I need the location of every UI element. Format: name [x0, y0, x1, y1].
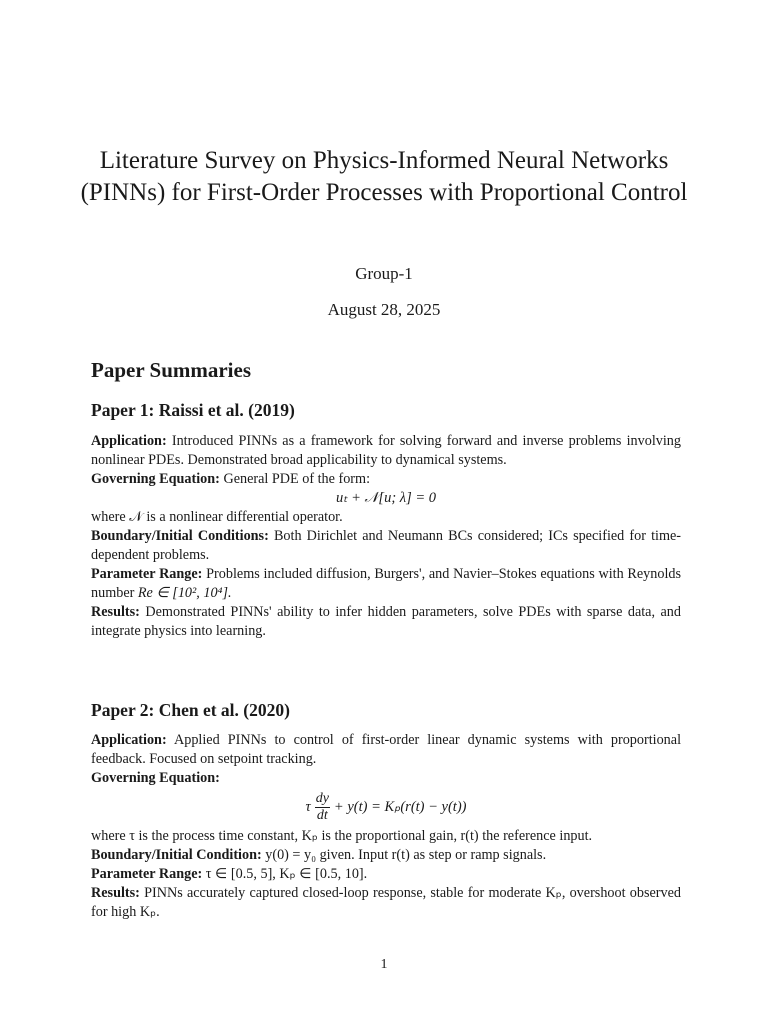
paper-1-application — [91, 432, 681, 470]
results-label: Results: — [91, 885, 140, 901]
document-title: Literature Survey on Physics-Informed Neural Networks (PINNs) for First-Order Processes with Proportional Control — [80, 147, 688, 206]
paper-1-results — [91, 603, 681, 641]
results-label: Results: — [91, 604, 140, 620]
conditions-text: y(0) = y₀ given. Input r(t) as step or ramp signals. — [265, 847, 547, 863]
results-text: Demonstrated PINNs' ability to infer hidden parameters, solve PDEs with sparse data, and integrate physics into learning. — [91, 604, 681, 639]
author: Group-1 — [355, 264, 413, 283]
paper-2-results — [91, 884, 681, 922]
parameter-label: Parameter Range: — [91, 866, 203, 882]
fraction-denominator: dt — [316, 808, 328, 823]
parameter-math: Re ∈ [10², 10⁴]. — [137, 585, 232, 601]
parameter-label: Parameter Range: — [91, 566, 203, 582]
application-label: Application: — [91, 732, 167, 748]
paper-1-parameters — [91, 565, 681, 603]
paper-2-heading: Paper 2: Chen et al. (2020) — [91, 700, 290, 720]
paper-2-conditions — [91, 846, 681, 865]
paper-1-conditions — [91, 527, 681, 565]
governing-label: Governing Equation: — [91, 770, 220, 786]
governing-label: Governing Equation: — [91, 471, 220, 487]
conditions-label: Boundary/Initial Conditions: — [91, 528, 269, 544]
fraction-numerator: dy — [315, 791, 329, 806]
paper-2-body — [91, 731, 681, 922]
paper-1-where: where 𝒩 is a nonlinear differential operator. — [91, 509, 343, 525]
paper-2-where: where τ is the process time constant, Kₚ is the proportional gain, r(t) the reference input. — [91, 828, 593, 844]
document-date: August 28, 2025 — [327, 300, 441, 319]
equation-tau: τ — [305, 799, 311, 815]
equation-fraction — [315, 791, 330, 824]
paper-1-heading: Paper 1: Raissi et al. (2019) — [91, 400, 295, 420]
paper-2-governing — [91, 769, 681, 788]
page-number: 1 — [380, 957, 388, 972]
results-text: PINNs accurately captured closed-loop response, stable for moderate Kₚ, overshoot observed for high Kₚ. — [91, 885, 681, 920]
parameter-text: Problems included diffusion, Burgers', and Navier–Stokes equations with Reynolds number — [91, 566, 682, 601]
section-title: Paper Summaries — [91, 358, 252, 382]
conditions-text: Both Dirichlet and Neumann BCs considered; ICs specified for time-dependent problems. — [91, 528, 682, 563]
paper-2-application — [91, 731, 681, 769]
paper-2-parameters — [91, 865, 681, 884]
application-label: Application: — [91, 433, 167, 449]
paper-1-body — [91, 432, 681, 641]
conditions-label: Boundary/Initial Condition: — [91, 847, 262, 863]
paper-1-governing — [91, 470, 681, 489]
paper-1-equation: uₜ + 𝒩[u; λ] = 0 — [335, 490, 436, 506]
application-text: Introduced PINNs as a framework for solving forward and inverse problems involving nonlinear PDEs. Demonstrated broad applicability to dynamical systems. — [91, 433, 681, 468]
equation-rhs: + y(t) = Kₚ(r(t) − y(t)) — [333, 799, 467, 815]
parameter-text: τ ∈ [0.5, 5], Kₚ ∈ [0.5, 10]. — [205, 866, 368, 882]
governing-text: General PDE of the form: — [223, 471, 371, 487]
application-text: Applied PINNs to control of first-order linear dynamic systems with proportional feedback. Focused on setpoint tracking. — [91, 732, 682, 767]
paper-2-equation — [91, 791, 681, 824]
